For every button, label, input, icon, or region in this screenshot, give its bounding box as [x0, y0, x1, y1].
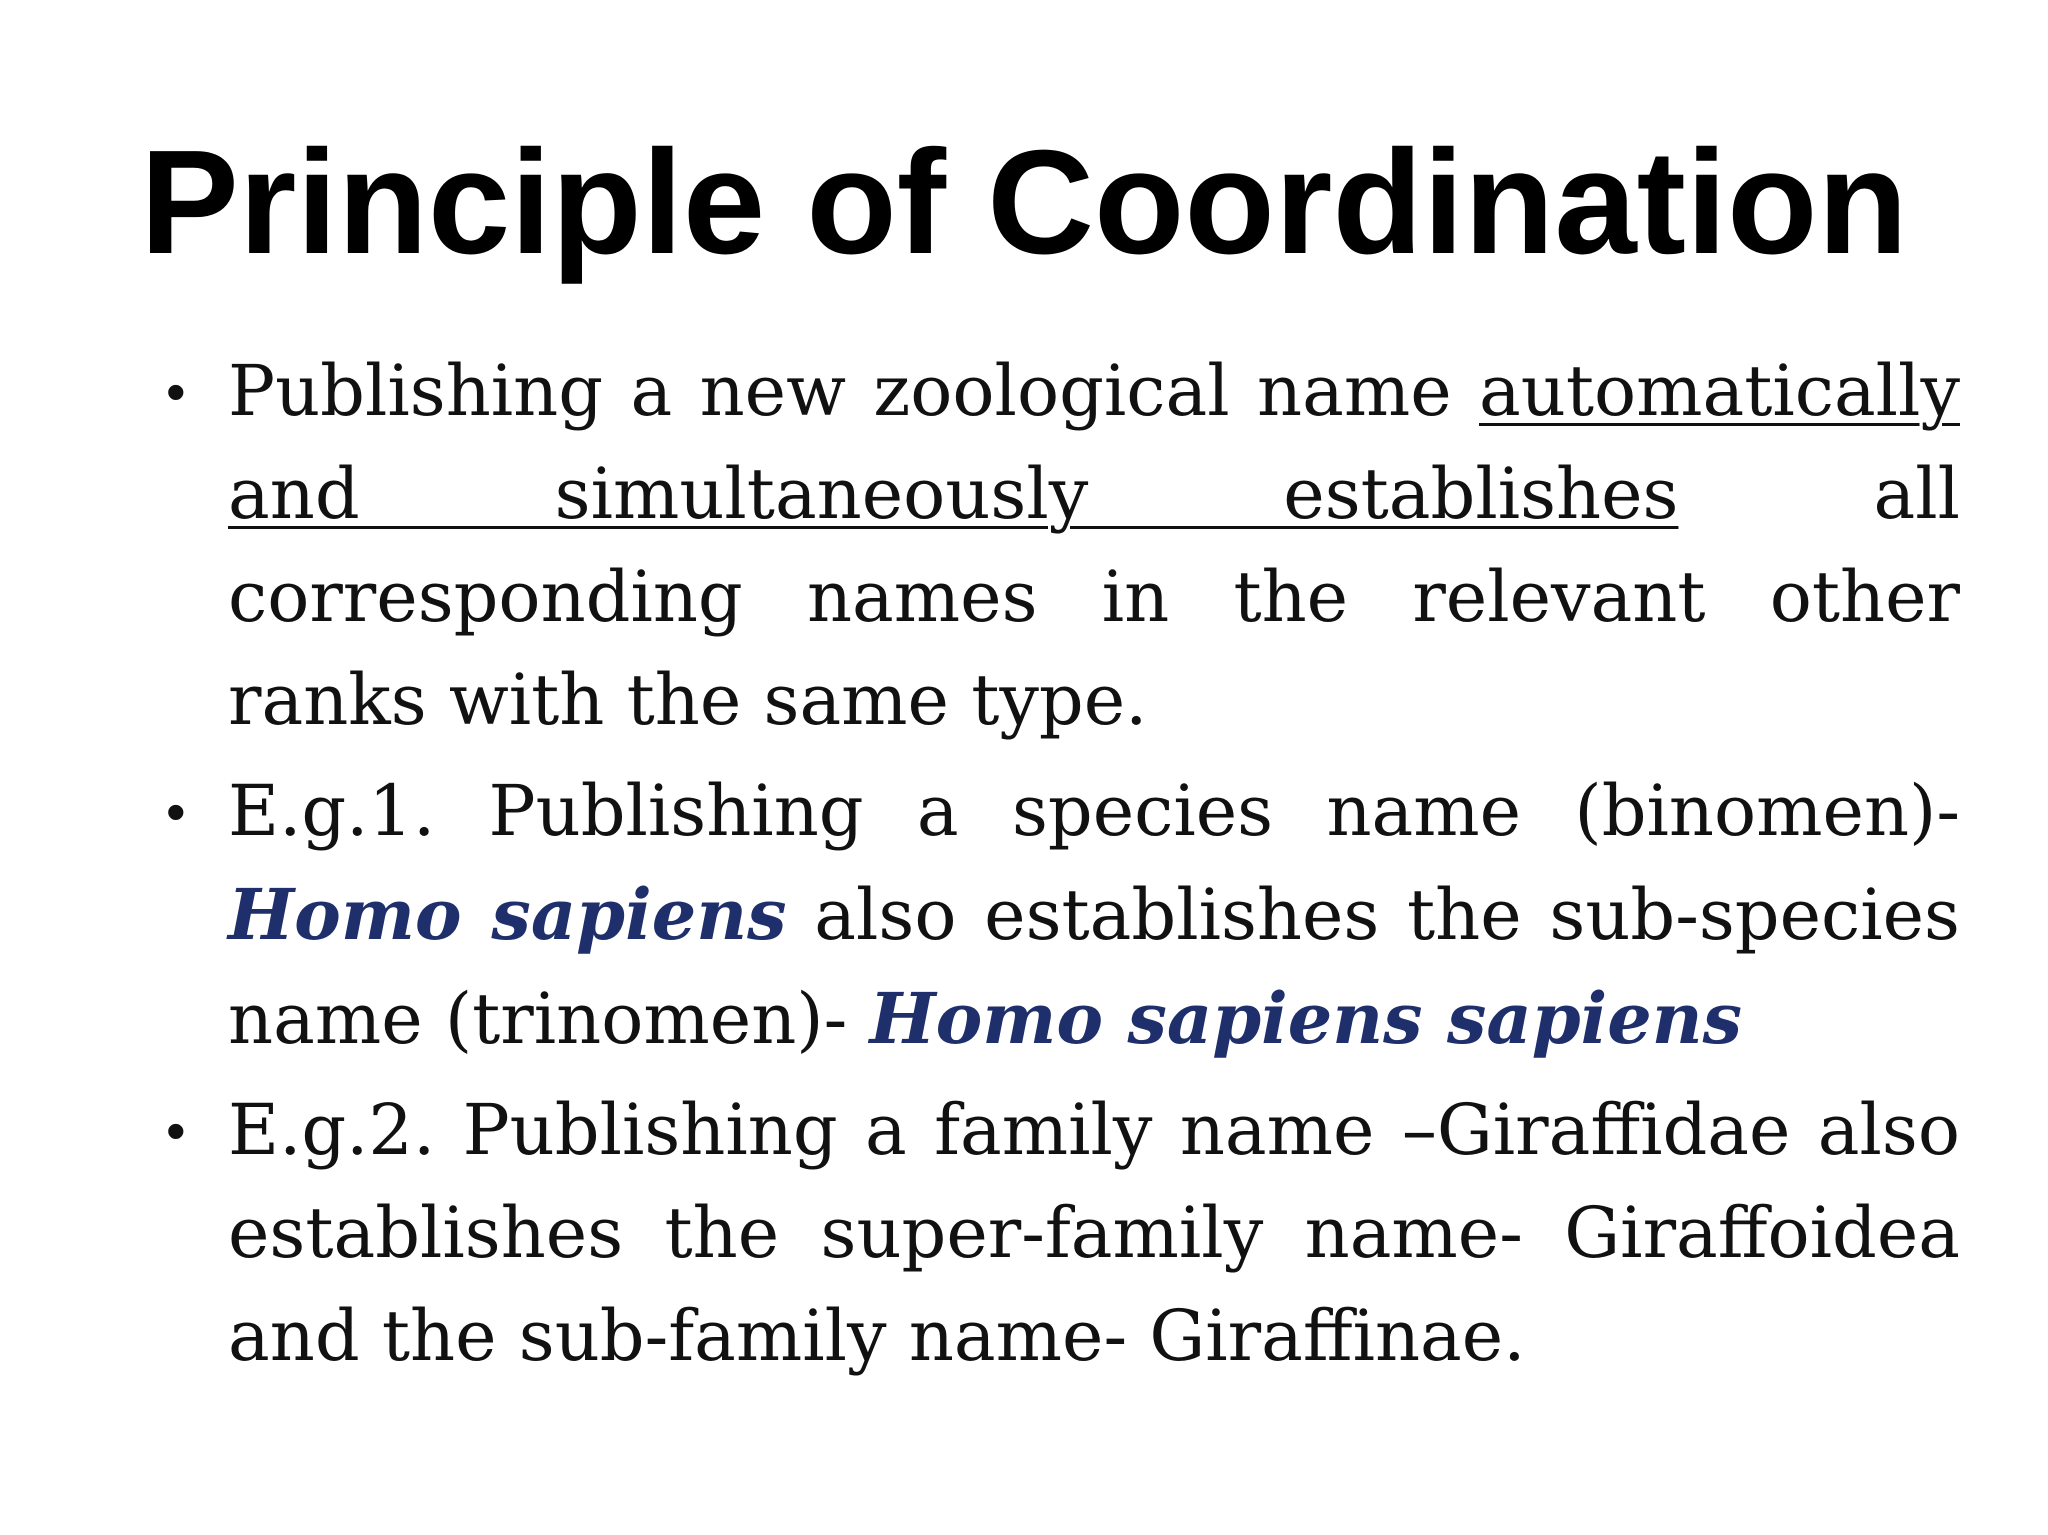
- scientific-name-binomen: Homo sapiens: [228, 873, 787, 956]
- bullet-1-lead: Publishing a new zoological name: [228, 350, 1480, 432]
- scientific-name-trinomen: Homo sapiens sapiens: [869, 977, 1743, 1060]
- bullet-1-underlined-phrase: automatically and simultaneously establishes: [228, 350, 1960, 535]
- bullet-item-3: [166, 1079, 1960, 1388]
- bullet-icon: •: [166, 360, 186, 423]
- bullet-2-lead: E.g.1. Publishing a species name (binomen)-: [228, 770, 1960, 852]
- bullet-list: [166, 340, 1960, 1396]
- bullet-3-text: E.g.2. Publishing a family name –Giraffidae also establishes the super-family name- Giraffoidea and the sub-family name- Giraffinae.: [228, 1089, 1960, 1377]
- bullet-1-tail: all corresponding names in the relevant other ranks with the same type.: [228, 453, 1960, 741]
- bullet-icon: •: [166, 780, 186, 843]
- bullet-2-middle: also establishes the sub-species name (trinomen)-: [228, 874, 1960, 1060]
- slide-title: Principle of Coordination: [140, 120, 1908, 285]
- bullet-icon: •: [166, 1099, 186, 1162]
- bullet-item-1: [166, 340, 1960, 752]
- bullet-item-2: [166, 760, 1960, 1071]
